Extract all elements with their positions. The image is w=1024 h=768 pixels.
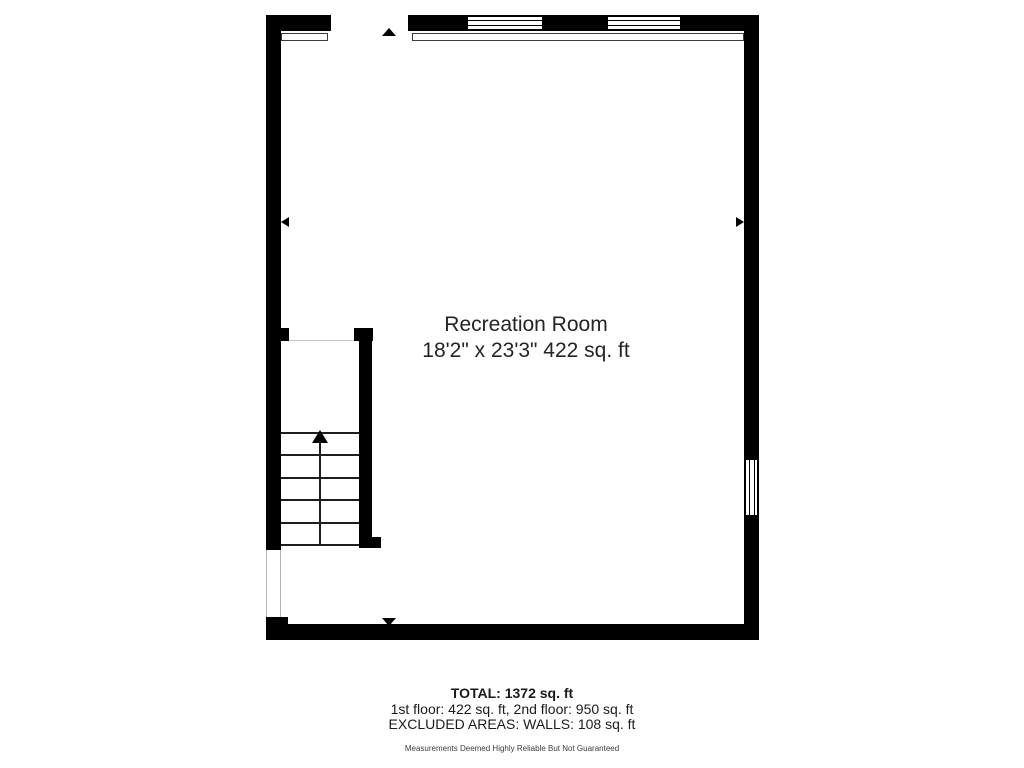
room-name: Recreation Room bbox=[444, 313, 608, 336]
window-glass-lines bbox=[608, 20, 680, 26]
bottom-wall-stub bbox=[266, 617, 288, 625]
window-glass-lines bbox=[468, 20, 542, 26]
stairwell-left-stub bbox=[281, 328, 289, 341]
room-dimensions: 18'2" x 23'3" 422 sq. ft bbox=[422, 339, 630, 362]
area-summary bbox=[0, 686, 1024, 756]
top-entry-marker-icon bbox=[382, 28, 396, 36]
disclaimer-text: Measurements Deemed Highly Reliable But Not Guaranteed bbox=[404, 743, 620, 753]
left-wall bbox=[266, 15, 281, 550]
stairwell-opening-line bbox=[289, 340, 354, 341]
total-area-text: TOTAL: 1372 sq. ft bbox=[450, 685, 574, 701]
top-window-1 bbox=[463, 15, 547, 31]
room-label bbox=[422, 312, 629, 364]
stairwell-wall bbox=[359, 328, 372, 548]
window-glass-lines bbox=[749, 460, 755, 515]
right-wall-lower bbox=[744, 520, 759, 640]
top-wall-segment-b bbox=[547, 15, 603, 31]
excluded-areas-text: EXCLUDED AREAS: WALLS: 108 sq. ft bbox=[388, 716, 636, 732]
floor-areas-text: 1st floor: 422 sq. ft, 2nd floor: 950 sq. ft bbox=[390, 700, 634, 717]
right-window bbox=[744, 455, 759, 520]
left-wall-marker-icon bbox=[281, 217, 289, 227]
stair-up-arrow-icon bbox=[312, 430, 328, 443]
bottom-entry-marker-icon bbox=[382, 618, 396, 626]
stair-direction-line bbox=[319, 441, 321, 546]
stairwell-bottom-stub bbox=[372, 537, 381, 548]
right-wall-upper bbox=[744, 15, 759, 455]
bottom-wall bbox=[266, 624, 759, 640]
overhang-band-left bbox=[281, 33, 328, 41]
left-wall-opening bbox=[266, 550, 281, 617]
right-wall-marker-icon bbox=[736, 217, 744, 227]
top-window-2 bbox=[603, 15, 685, 31]
top-wall-segment-a bbox=[408, 15, 463, 31]
stairwell-wall-cap bbox=[354, 328, 373, 341]
overhang-band-right bbox=[412, 33, 744, 41]
